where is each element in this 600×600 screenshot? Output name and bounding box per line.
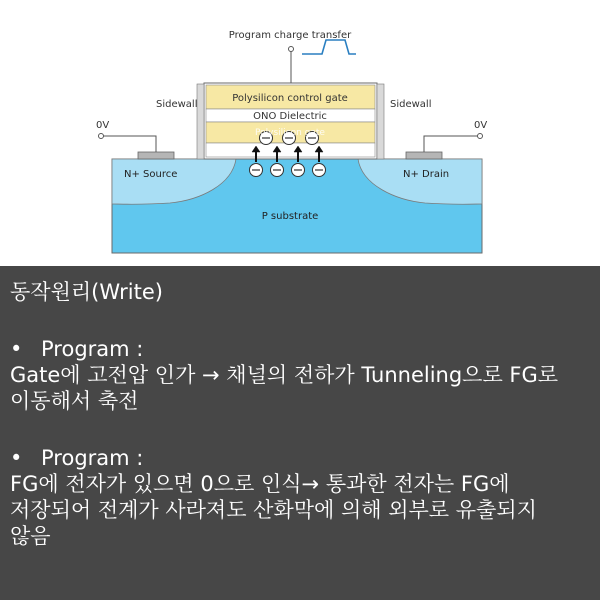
drain-contact	[406, 152, 442, 159]
item1-line2: 이동해서 축전	[10, 389, 139, 413]
drain-terminal	[478, 134, 483, 139]
sidewall-right-shape	[377, 84, 384, 159]
item2-line1: FG에 전자가 있으면 0으로 인식→ 통과한 전자는 FG에	[10, 472, 510, 496]
drain-label: N+ Drain	[403, 169, 450, 180]
control-gate-label: Polysilicon control gate	[232, 93, 348, 104]
sidewall-left-shape	[197, 84, 204, 159]
diagram-canvas	[0, 0, 600, 266]
gate-terminal	[289, 47, 294, 52]
bullet-item-2	[10, 445, 600, 471]
explanation-panel	[0, 266, 600, 600]
voltage-left-label: 0V	[96, 120, 110, 131]
bullet-icon: •	[10, 337, 23, 361]
floating-gate-label: Polysilicon gate	[255, 128, 325, 138]
ono-label: ONO Dielectric	[253, 111, 327, 122]
source-label: N+ Source	[124, 169, 178, 180]
program-pulse-icon	[302, 40, 356, 54]
drain-wire	[424, 136, 478, 152]
bullet-item-1	[10, 336, 600, 362]
substrate-label: P substrate	[261, 211, 319, 222]
source-wire	[103, 136, 156, 152]
sidewall-right-label: Sidewall	[390, 99, 432, 110]
source-contact	[138, 152, 174, 159]
panel-heading: 동작원리(Write)	[10, 280, 163, 304]
item2-title: Program :	[41, 446, 144, 470]
program-transfer-label: Program charge transfer	[228, 30, 352, 41]
voltage-right-label: 0V	[474, 120, 488, 131]
item2-line2: 저장되어 전계가 사라져도 산화막에 의해 외부로 유출되지	[10, 498, 537, 522]
item1-line1: Gate에 고전압 인가 → 채널의 전하가 Tunneling으로 FG로	[10, 363, 559, 387]
item1-title: Program :	[41, 337, 144, 361]
flash-cell-diagram	[0, 0, 600, 266]
sidewall-left-label: Sidewall	[156, 99, 198, 110]
item2-line3: 않음	[10, 524, 51, 548]
bullet-icon: •	[10, 446, 23, 470]
tunnel-oxide-layer	[206, 143, 375, 157]
source-terminal	[99, 134, 104, 139]
